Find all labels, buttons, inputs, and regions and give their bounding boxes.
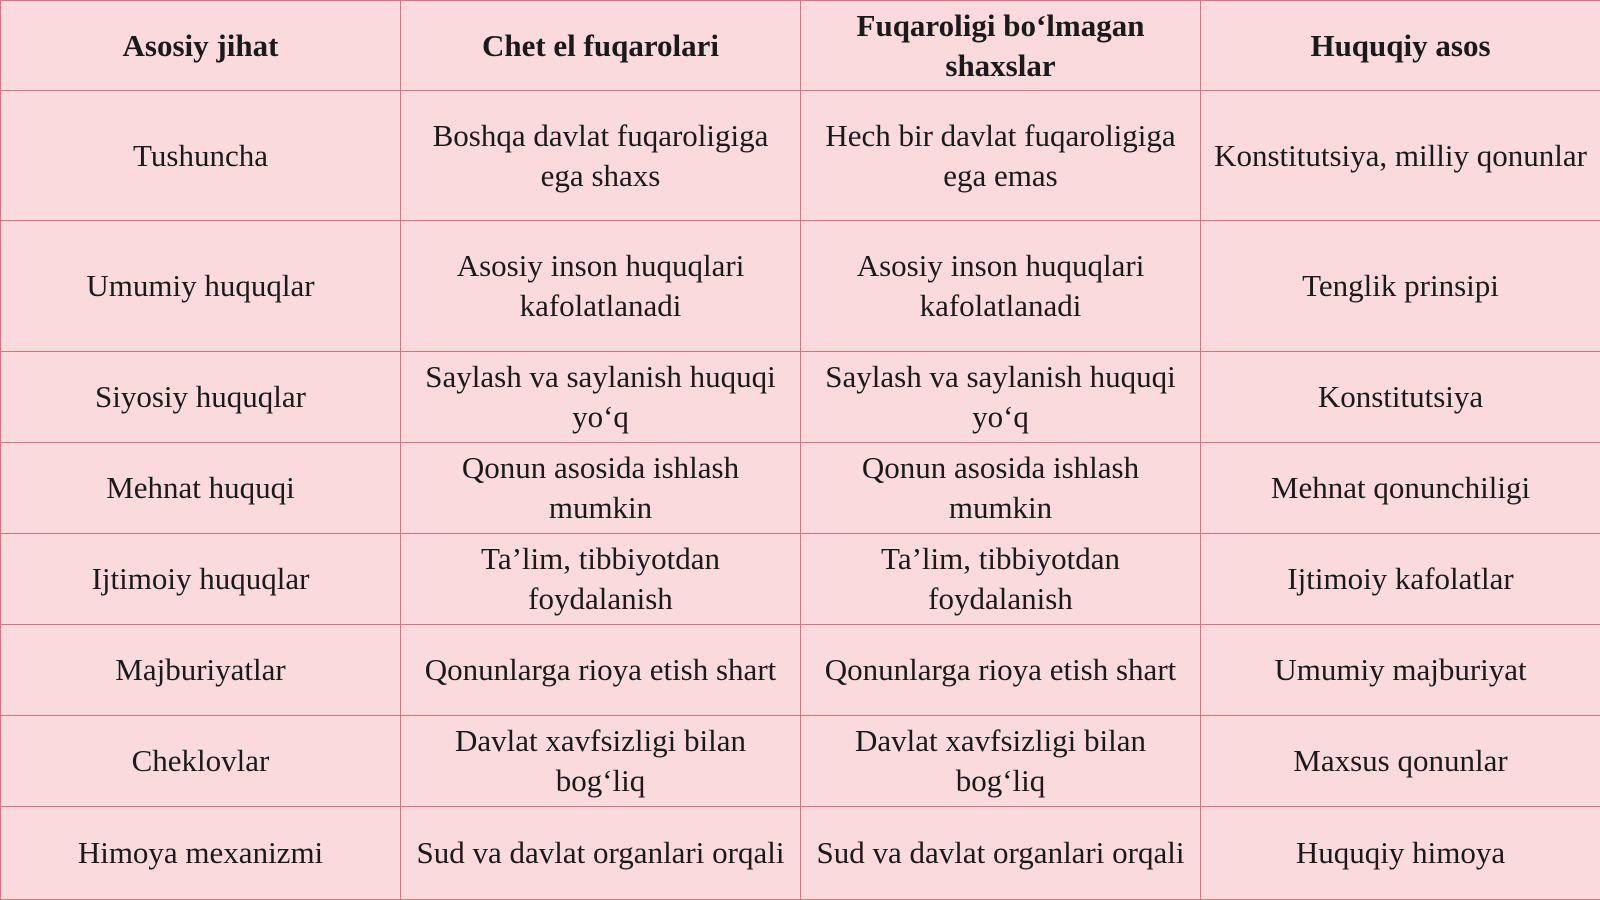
table-cell: Asosiy inson huquqlari kafolatlanadi bbox=[801, 221, 1201, 352]
table-cell: Tushuncha bbox=[1, 91, 401, 221]
column-header: Chet el fuqarolari bbox=[401, 1, 801, 91]
table-row bbox=[1, 807, 1600, 900]
table-cell: Qonunlarga rioya etish shart bbox=[801, 625, 1201, 716]
table-row bbox=[1, 443, 1600, 534]
column-header: Huquqiy asos bbox=[1201, 1, 1600, 91]
table-cell: Konstitutsiya, milliy qonunlar bbox=[1201, 91, 1600, 221]
table-cell: Qonun asosida ishlash mumkin bbox=[801, 443, 1201, 534]
table-cell: Mehnat huquqi bbox=[1, 443, 401, 534]
table-cell: Boshqa davlat fuqaroligiga ega shaxs bbox=[401, 91, 801, 221]
table-header-row bbox=[1, 1, 1600, 91]
table-cell: Davlat xavfsizligi bilan bog‘liq bbox=[401, 716, 801, 807]
table-cell: Sud va davlat organlari orqali bbox=[401, 807, 801, 900]
table-cell: Cheklovlar bbox=[1, 716, 401, 807]
table-row bbox=[1, 716, 1600, 807]
table-cell: Ijtimoiy kafolatlar bbox=[1201, 534, 1600, 625]
table-cell: Ta’lim, tibbiyotdan foydalanish bbox=[401, 534, 801, 625]
table-cell: Umumiy majburiyat bbox=[1201, 625, 1600, 716]
table-cell: Saylash va saylanish huquqi yo‘q bbox=[401, 352, 801, 443]
column-header: Fuqaroligi bo‘lmagan shaxslar bbox=[801, 1, 1201, 91]
table-row bbox=[1, 352, 1600, 443]
table-cell: Hech bir davlat fuqaroligiga ega emas bbox=[801, 91, 1201, 221]
table-cell: Maxsus qonunlar bbox=[1201, 716, 1600, 807]
table-cell: Asosiy inson huquqlari kafolatlanadi bbox=[401, 221, 801, 352]
table-cell: Tenglik prinsipi bbox=[1201, 221, 1600, 352]
table-cell: Siyosiy huquqlar bbox=[1, 352, 401, 443]
table-cell: Ijtimoiy huquqlar bbox=[1, 534, 401, 625]
table-cell: Ta’lim, tibbiyotdan foydalanish bbox=[801, 534, 1201, 625]
table-row bbox=[1, 91, 1600, 221]
table-cell: Konstitutsiya bbox=[1201, 352, 1600, 443]
column-header: Asosiy jihat bbox=[1, 1, 401, 91]
table-cell: Davlat xavfsizligi bilan bog‘liq bbox=[801, 716, 1201, 807]
table-cell: Sud va davlat organlari orqali bbox=[801, 807, 1201, 900]
table-row bbox=[1, 221, 1600, 352]
table-cell: Saylash va saylanish huquqi yo‘q bbox=[801, 352, 1201, 443]
table-cell: Umumiy huquqlar bbox=[1, 221, 401, 352]
table-row bbox=[1, 625, 1600, 716]
table-cell: Qonun asosida ishlash mumkin bbox=[401, 443, 801, 534]
table-cell: Mehnat qonunchiligi bbox=[1201, 443, 1600, 534]
table-cell: Himoya mexanizmi bbox=[1, 807, 401, 900]
table-cell: Huquqiy himoya bbox=[1201, 807, 1600, 900]
table-cell: Qonunlarga rioya etish shart bbox=[401, 625, 801, 716]
table-row bbox=[1, 534, 1600, 625]
table-cell: Majburiyatlar bbox=[1, 625, 401, 716]
